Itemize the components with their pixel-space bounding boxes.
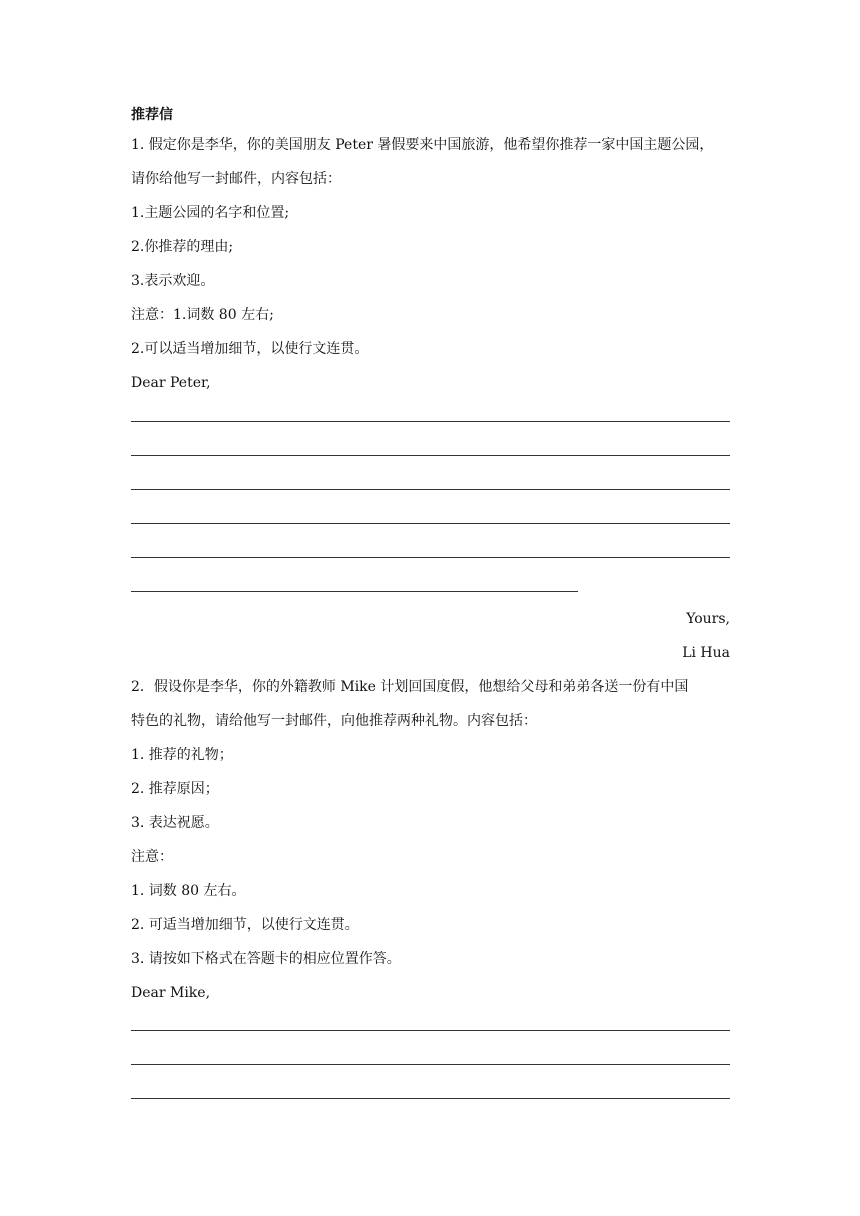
q2-prompt-line-2: 特色的礼物，请给他写一封邮件，向他推荐两种礼物。内容包括： xyxy=(131,713,537,729)
q2-note: 3. 请按如下格式在答题卡的相应位置作答。 xyxy=(131,951,401,967)
q2-item: 3. 表达祝愿。 xyxy=(131,815,219,831)
q1-answer-line[interactable] xyxy=(131,557,730,558)
q1-salutation: Dear Peter, xyxy=(131,375,211,391)
q1-item: 3.表示欢迎。 xyxy=(131,273,215,289)
q2-answer-line[interactable] xyxy=(131,1064,730,1065)
q1-prompt-line-2: 请你给他写一封邮件，内容包括： xyxy=(131,171,341,187)
q1-signature: Li Hua xyxy=(682,645,730,661)
q2-note: 1. 词数 80 左右。 xyxy=(131,883,246,899)
q2-answer-line[interactable] xyxy=(131,1030,730,1031)
q1-answer-line[interactable] xyxy=(131,489,730,490)
q1-answer-line[interactable] xyxy=(131,523,730,524)
q1-prompt-line-1: 1. 假定你是李华，你的美国朋友 Peter 暑假要来中国旅游，他希望你推荐一家中国主题公园， xyxy=(131,137,714,153)
q1-closing: Yours, xyxy=(686,611,730,627)
q2-notes-heading: 注意： xyxy=(131,849,173,865)
q2-item: 2. 推荐原因； xyxy=(131,781,219,797)
q2-item: 1. 推荐的礼物； xyxy=(131,747,233,763)
q1-item: 2.你推荐的理由; xyxy=(131,239,234,255)
q2-prompt-line-1: 2．假设你是李华，你的外籍教师 Mike 计划回国度假，他想给父母和弟弟各送一份有中国 xyxy=(131,679,689,695)
q2-note: 2. 可适当增加细节，以使行文连贯。 xyxy=(131,917,359,933)
q2-salutation: Dear Mike, xyxy=(131,985,211,1001)
q2-answer-line[interactable] xyxy=(131,1098,730,1099)
q1-answer-line[interactable] xyxy=(131,591,578,592)
document-title: 推荐信 xyxy=(131,107,173,123)
q1-note: 注意：1.词数 80 左右; xyxy=(131,307,274,323)
q1-note: 2.可以适当增加细节，以使行文连贯。 xyxy=(131,341,369,357)
q1-item: 1.主题公园的名字和位置; xyxy=(131,205,290,221)
q1-answer-line[interactable] xyxy=(131,455,730,456)
q1-answer-line[interactable] xyxy=(131,421,730,422)
